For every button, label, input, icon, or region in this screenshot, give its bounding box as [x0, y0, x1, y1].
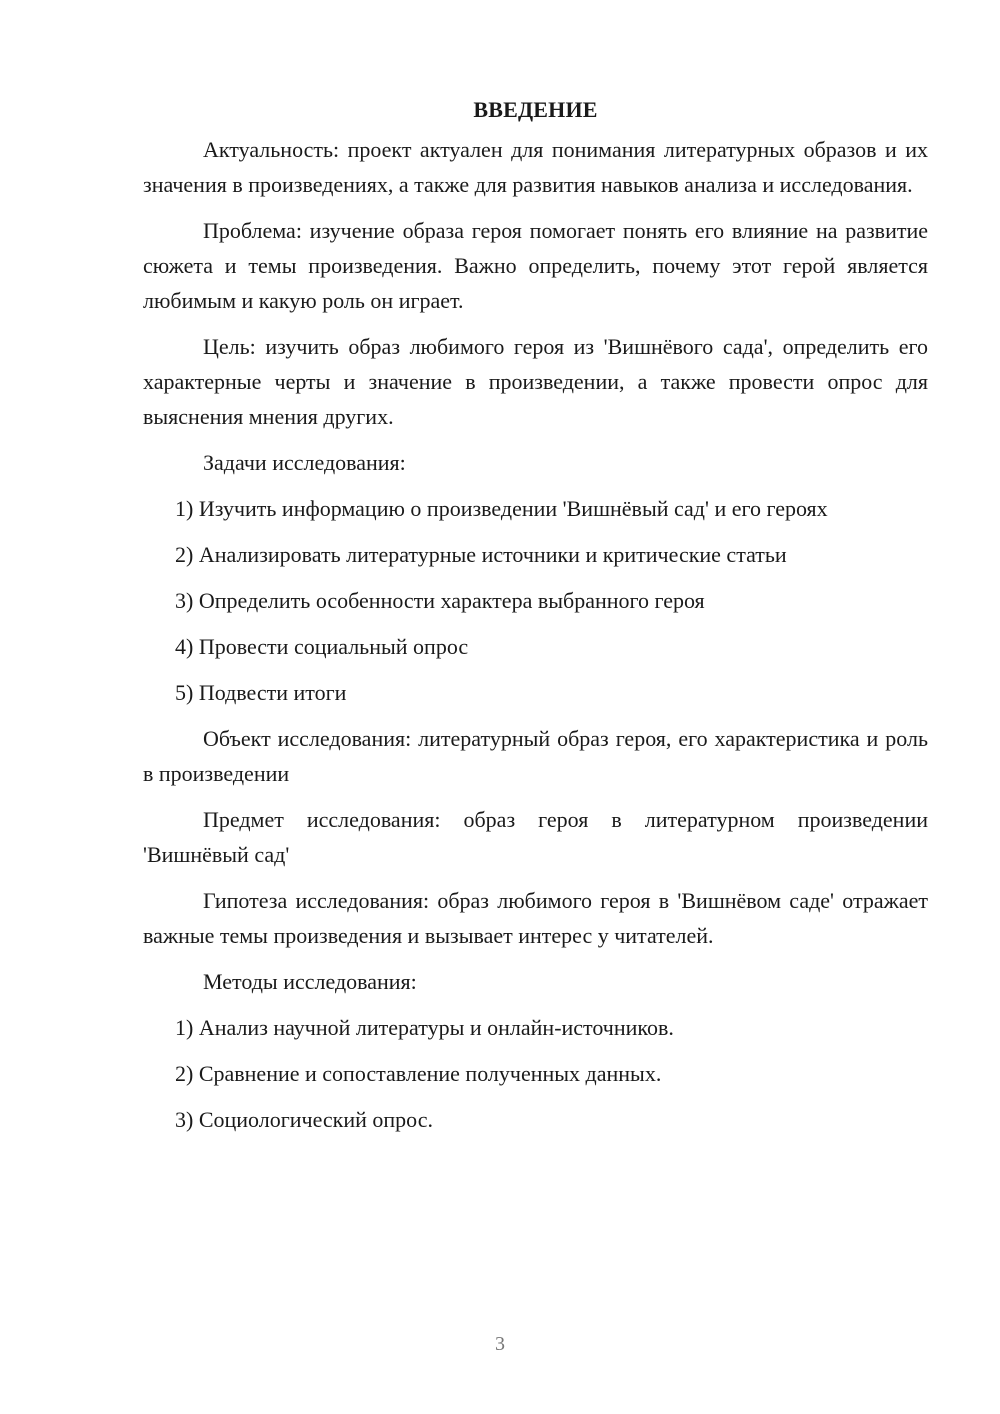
hypothesis-paragraph: Гипотеза исследования: образ любимого героя в 'Вишнёвом саде' отражает важные темы произведения и вызывает интерес у читателей. [143, 888, 928, 948]
subject-paragraph: Предмет исследования: образ героя в литературном произведении 'Вишнёвый сад' [143, 807, 928, 867]
object-paragraph: Объект исследования: литературный образ героя, его характеристика и роль в произведении [143, 726, 928, 786]
problem-paragraph: Проблема: изучение образа героя помогает понять его влияние на развитие сюжета и темы произведения. Важно определить, почему этот герой является любимым и какую роль он играет. [143, 218, 928, 313]
page-content [143, 92, 928, 1148]
relevance-paragraph: Актуальность: проект актуален для понимания литературных образов и их значения в произведениях, а также для развития навыков анализа и исследования. [143, 137, 928, 197]
list-item: 1) Анализ научной литературы и онлайн-источников. [175, 1015, 674, 1040]
tasks-list [143, 491, 928, 710]
methods-title: Методы исследования: [203, 969, 417, 994]
list-item: 4) Провести социальный опрос [175, 634, 469, 659]
methods-list [143, 1010, 928, 1137]
list-item: 1) Изучить информацию о произведении 'Вишнёвый сад' и его героях [175, 496, 828, 521]
list-item: 3) Социологический опрос. [175, 1107, 433, 1132]
list-item: 3) Определить особенности характера выбранного героя [175, 588, 705, 613]
list-item: 2) Сравнение и сопоставление полученных данных. [175, 1061, 662, 1086]
list-item: 5) Подвести итоги [175, 680, 347, 705]
list-item: 2) Анализировать литературные источники и критические статьи [175, 542, 787, 567]
goal-paragraph: Цель: изучить образ любимого героя из 'Вишнёвого сада', определить его характерные черты и значение в произведении, а также провести опрос для выяснения мнения других. [143, 334, 928, 429]
section-heading: ВВЕДЕНИЕ [473, 97, 598, 122]
page-number: 3 [495, 1333, 505, 1355]
tasks-title: Задачи исследования: [203, 450, 406, 475]
